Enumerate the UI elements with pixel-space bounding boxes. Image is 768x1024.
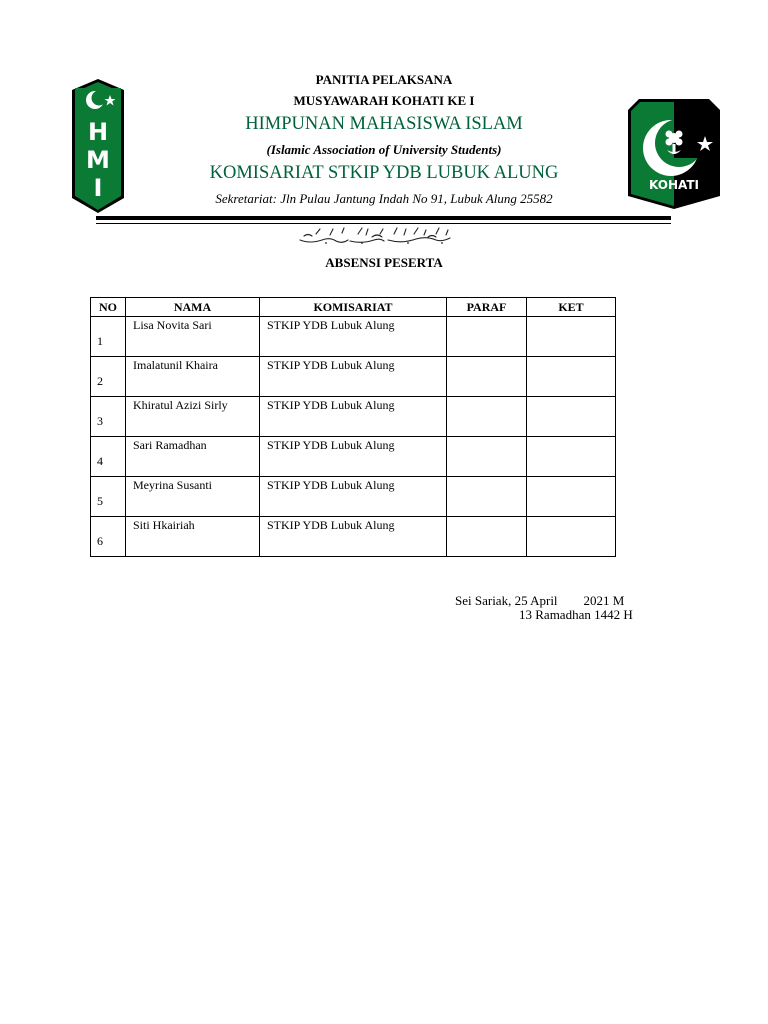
table-header-row — [91, 298, 616, 317]
cell-paraf — [447, 437, 527, 477]
header-ket: KET — [527, 298, 616, 317]
cell-nama: Lisa Novita Sari — [126, 317, 260, 357]
hijri-date: 13 Ramadhan 1442 H — [519, 607, 633, 622]
organization-name: HIMPUNAN MAHASISWA ISLAM — [245, 114, 523, 134]
header-komisariat: KOMISARIAT — [260, 298, 447, 317]
header-nama: NAMA — [126, 298, 260, 317]
cell-ket — [527, 437, 616, 477]
cell-komisariat: STKIP YDB Lubuk Alung — [260, 317, 447, 357]
cell-nama: Siti Hkairiah — [126, 517, 260, 557]
cell-nama: Meyrina Susanti — [126, 477, 260, 517]
header-paraf: PARAF — [447, 298, 527, 317]
cell-no: 5 — [91, 477, 126, 517]
place-date: Sei Sariak, 25 April 2021 M — [455, 593, 625, 608]
cell-komisariat: STKIP YDB Lubuk Alung — [260, 437, 447, 477]
cell-paraf — [447, 517, 527, 557]
basmalah-calligraphy — [296, 226, 456, 246]
cell-no: 6 — [91, 517, 126, 557]
table-row — [91, 357, 616, 397]
cell-komisariat: STKIP YDB Lubuk Alung — [260, 517, 447, 557]
organization-english: (Islamic Association of University Students) — [266, 142, 502, 157]
cell-paraf — [447, 477, 527, 517]
attendance-table — [90, 297, 616, 557]
document-title: ABSENSI PESERTA — [325, 255, 443, 270]
cell-no: 4 — [91, 437, 126, 477]
cell-ket — [527, 477, 616, 517]
kohati-logo-text: KOHATI — [648, 178, 700, 192]
cell-ket — [527, 517, 616, 557]
cell-nama: Imalatunil Khaira — [126, 357, 260, 397]
header-divider-thick — [96, 216, 671, 220]
event-line: MUSYAWARAH KOHATI KE I — [293, 93, 475, 108]
cell-nama: Sari Ramadhan — [126, 437, 260, 477]
header-no: NO — [91, 298, 126, 317]
cell-komisariat: STKIP YDB Lubuk Alung — [260, 477, 447, 517]
header-divider-thin — [96, 223, 671, 224]
table-row — [91, 397, 616, 437]
cell-komisariat: STKIP YDB Lubuk Alung — [260, 357, 447, 397]
cell-ket — [527, 397, 616, 437]
table-row — [91, 317, 616, 357]
cell-paraf — [447, 357, 527, 397]
table-row — [91, 517, 616, 557]
cell-no: 3 — [91, 397, 126, 437]
secretariat-address: Sekretariat: Jln Pulau Jantung Indah No 91, Lubuk Alung 25582 — [215, 191, 553, 206]
hmi-letter-i: I — [93, 174, 103, 202]
hmi-letter-m: M — [86, 146, 110, 174]
cell-nama: Khiratul Azizi Sirly — [126, 397, 260, 437]
cell-no: 2 — [91, 357, 126, 397]
committee-line: PANITIA PELAKSANA — [315, 72, 453, 87]
cell-ket — [527, 317, 616, 357]
cell-paraf — [447, 317, 527, 357]
cell-ket — [527, 357, 616, 397]
table-row — [91, 437, 616, 477]
cell-no: 1 — [91, 317, 126, 357]
hmi-letter-h: H — [87, 118, 109, 146]
table-row — [91, 477, 616, 517]
cell-paraf — [447, 397, 527, 437]
commissariat-name: KOMISARIAT STKIP YDB LUBUK ALUNG — [209, 163, 559, 183]
cell-komisariat: STKIP YDB Lubuk Alung — [260, 397, 447, 437]
